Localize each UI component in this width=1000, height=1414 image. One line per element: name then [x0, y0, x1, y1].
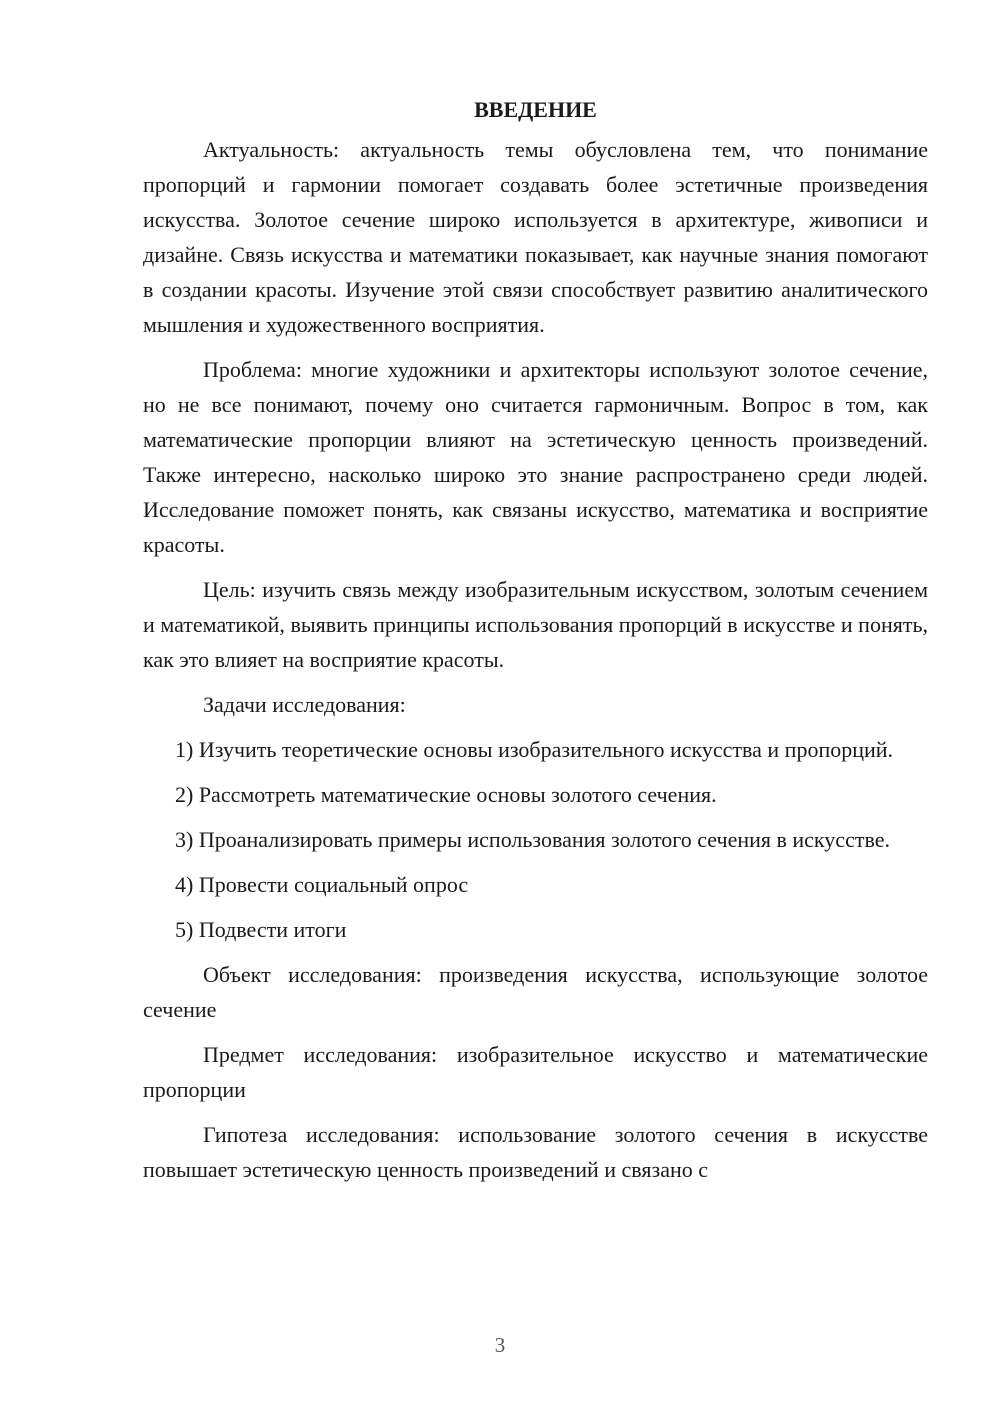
page-title: ВВЕДЕНИЕ [474, 97, 597, 122]
list-item: 5) Подвести итоги [175, 917, 347, 942]
list-item: 1) Изучить теоретические основы изобразительного искусства и пропорций. [175, 737, 894, 762]
list-item: 4) Провести социальный опрос [175, 872, 469, 897]
paragraph-object: Объект исследования: произведения искусства, использующие золотое сечение [143, 962, 928, 1022]
paragraph-goal: Цель: изучить связь между изобразительным искусством, золотым сечением и математикой, выявить принципы использования пропорций в искусстве и понять, как это влияет на восприятие красоты. [143, 577, 928, 672]
list-item: 2) Рассмотреть математические основы золотого сечения. [175, 782, 717, 807]
page-number: 3 [494, 1333, 506, 1357]
document-page [143, 92, 928, 1197]
paragraph-problem: Проблема: многие художники и архитекторы используют золотое сечение, но не все понимают, почему оно считается гармоничным. Вопрос в том, как математические пропорции влияют на эстетическую ценность произведений. Также интересно, насколько широко это знание распространено среди людей. Исследование поможет понять, как связаны искусство, математика и восприятие красоты. [143, 357, 928, 557]
paragraph-tasks-heading: Задачи исследования: [203, 692, 406, 717]
paragraph-subject: Предмет исследования: изобразительное искусство и математические пропорции [143, 1042, 928, 1102]
list-item: 3) Проанализировать примеры использования золотого сечения в искусстве. [175, 827, 890, 852]
paragraph-hypothesis: Гипотеза исследования: использование золотого сечения в искусстве повышает эстетическую ценность произведений и связано с [143, 1122, 928, 1182]
paragraph-relevance: Актуальность: актуальность темы обусловлена тем, что понимание пропорций и гармонии помогает создавать более эстетичные произведения искусства. Золотое сечение широко используется в архитектуре, живописи и дизайне. Связь искусства и математики показывает, как научные знания помогают в создании красоты. Изучение этой связи способствует развитию аналитического мышления и художественного восприятия. [143, 137, 928, 337]
